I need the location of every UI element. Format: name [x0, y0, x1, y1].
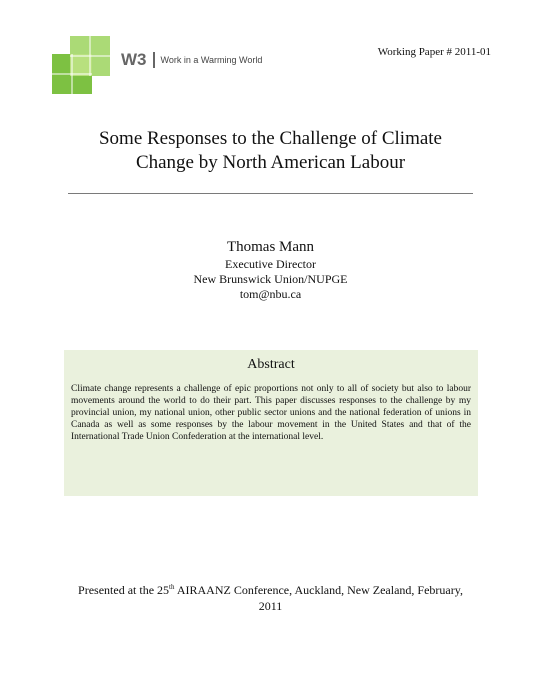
abstract-box	[64, 350, 478, 496]
presented-superscript: th	[169, 583, 175, 591]
author-block	[0, 238, 541, 302]
presented-suffix: AIRAANZ Conference, Auckland, New Zealand, February,	[174, 583, 463, 597]
author-email: tom@nbu.ca	[239, 287, 302, 301]
abstract-body: Climate change represents a challenge of epic proportions not only to all of society but also to labour movements around the world to do their part. This paper discusses responses to the challenge by my provincial union, my national union, other public sector unions and the national federation of unions in Canada as well as some responses by the labour movement in the United States and that of the International Trade Union Confederation at the international level.	[71, 384, 471, 442]
presented-prefix: Presented at the 25	[78, 583, 170, 597]
title-divider	[68, 193, 473, 194]
working-paper-number: Working Paper # 2011-01	[377, 46, 491, 58]
brand-divider	[153, 52, 155, 68]
w3-logo-icon	[52, 36, 110, 94]
presented-year: 2011	[258, 599, 283, 613]
author-position: Executive Director	[225, 257, 316, 271]
author-organization: New Brunswick Union/NUPGE	[193, 272, 348, 286]
brand-tagline: Work in a Warming World	[160, 55, 263, 65]
brand	[121, 50, 262, 70]
abstract-heading: Abstract	[247, 357, 295, 372]
presented-at	[60, 582, 481, 614]
paper-title	[60, 127, 481, 175]
title-line-2: Change by North American Labour	[135, 152, 406, 173]
title-line-1: Some Responses to the Challenge of Climate	[98, 128, 442, 149]
brand-name: W3	[121, 50, 147, 69]
author-name: Thomas Mann	[226, 239, 315, 255]
